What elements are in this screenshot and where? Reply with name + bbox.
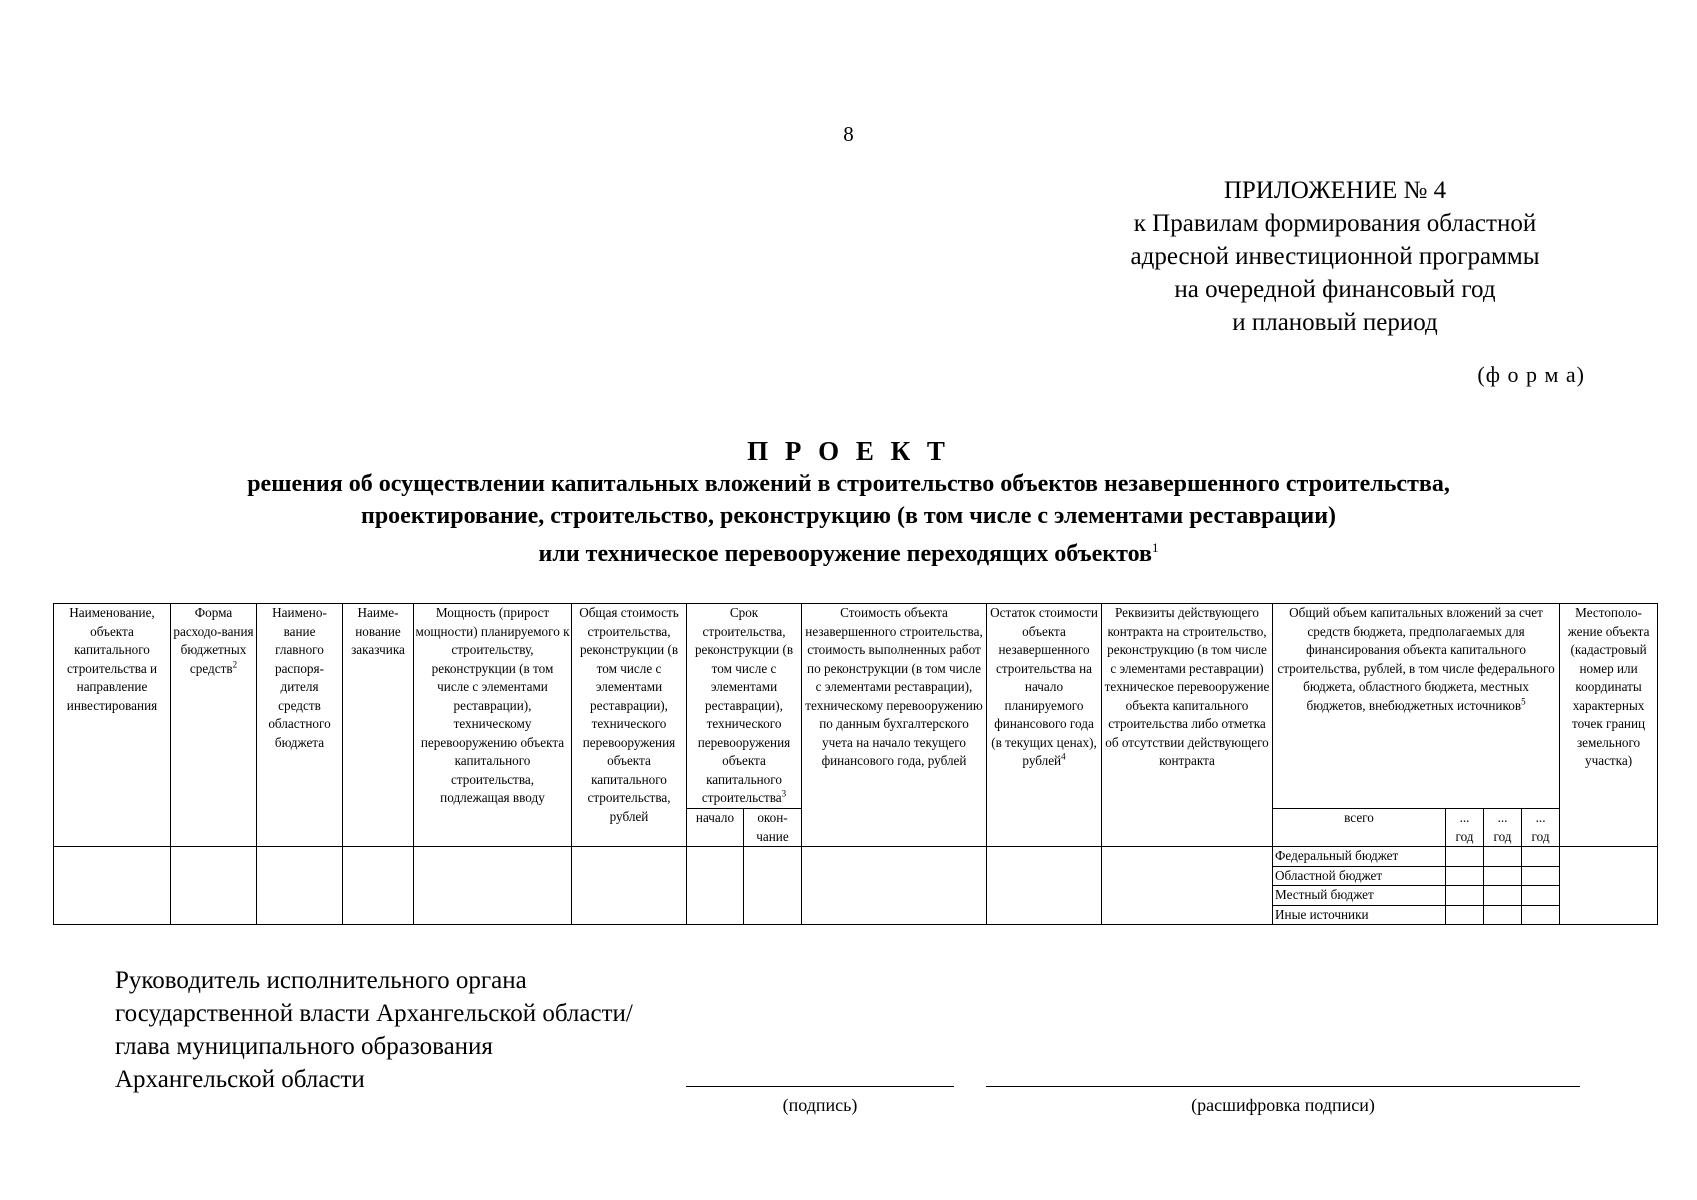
cell-year (1522, 905, 1560, 925)
title-line (40, 532, 1657, 570)
year-label: год (1455, 828, 1474, 844)
cell-year (1484, 847, 1522, 867)
year-label: год (1493, 828, 1512, 844)
appendix-line: ПРИЛОЖЕНИЕ № 4 (1223, 177, 1447, 204)
signatory-line: Руководитель исполнительного органа (115, 967, 527, 994)
appendix-line: и плановый период (1232, 309, 1438, 336)
title-project: П Р О Е К Т (747, 436, 950, 466)
cell-total-cost (572, 847, 687, 925)
appendix-line: к Правилам формирования областной (1133, 210, 1537, 237)
signatory-line: Архангельской области (115, 1066, 365, 1093)
header-form-text: Форма расходо-вания бюджетных средств (173, 605, 254, 676)
footnote-mark: 4 (1061, 751, 1066, 762)
cell-year (1446, 866, 1484, 886)
header-year (1484, 809, 1522, 847)
header-customer: Наиме-нование заказчика (343, 604, 414, 847)
signatory-line: государственной власти Архангельской области/ (115, 1000, 633, 1027)
header-year (1522, 809, 1560, 847)
table-row (54, 847, 1658, 867)
signature-label: (подпись) (782, 1095, 858, 1115)
cell-year (1484, 886, 1522, 906)
header-remaining-text: Остаток стоимости объекта незавершенного строительства на начало планируемого финансового года (в текущих ценах), рублей (990, 605, 1098, 768)
header-unfinished-cost: Стоимость объекта незавершенного строительства, стоимость выполненных работ по реконструкции (в том числе с элементами реставрации), техническому перевооружению по данным бухгалтерского учета на начало текущего финансового года, рублей (802, 604, 987, 847)
footnote-mark: 1 (1151, 540, 1159, 555)
header-volume-total: всего (1273, 809, 1446, 847)
cell-year (1446, 886, 1484, 906)
document-title (40, 434, 1657, 570)
cell-form (171, 847, 257, 925)
signature-decode-label: (расшифровка подписи) (1191, 1095, 1375, 1115)
header-contract: Реквизиты действующего контракта на строительство, реконструкцию (в том числе с элементами реставрации) техническое перевооружение объекта капитального строительства либо отметка об отсутствии действующего контракта (1102, 604, 1273, 847)
header-term (687, 604, 802, 809)
source-label: Федеральный бюджет (1273, 847, 1446, 867)
cell-year (1484, 905, 1522, 925)
source-label: Местный бюджет (1273, 886, 1446, 906)
header-location: Местополо-жение объекта (кадастровый номер или координаты характерных точек границ земельного участка) (1560, 604, 1658, 847)
year-dots: ... (1459, 810, 1470, 825)
header-term-end: окон-чание (744, 809, 802, 847)
project-table (53, 603, 1658, 925)
footnote-mark: 5 (1521, 696, 1526, 707)
cell-year (1446, 847, 1484, 867)
cell-term-start (687, 847, 744, 925)
header-year (1446, 809, 1484, 847)
signature-decode-line[interactable] (986, 1086, 1580, 1087)
header-remaining (987, 604, 1102, 847)
year-label: год (1531, 828, 1550, 844)
header-manager: Наимено-вание главного распоря-дителя средств областного бюджета (257, 604, 343, 847)
title-line-text: или техническое перевооружение переходящих объектов (538, 541, 1152, 567)
year-dots: ... (1535, 810, 1546, 825)
cell-year (1484, 866, 1522, 886)
form-note: (ф о р м а) (1477, 362, 1585, 387)
cell-location (1560, 847, 1658, 925)
header-total-cost: Общая стоимость строительства, реконструкции (в том числе с элементами реставрации), технического перевооружения объекта капитального строительства, рублей (572, 604, 687, 847)
page-number: 8 (843, 122, 854, 146)
cell-year (1446, 905, 1484, 925)
appendix-block (1085, 174, 1585, 339)
source-label: Иные источники (1273, 905, 1446, 925)
cell-year (1522, 847, 1560, 867)
signature-line[interactable] (686, 1086, 954, 1087)
cell-year (1522, 886, 1560, 906)
cell-manager (257, 847, 343, 925)
cell-customer (343, 847, 414, 925)
title-line: решения об осуществлении капитальных вложений в строительство объектов незавершенного строительства, (247, 471, 1450, 497)
title-line: проектирование, строительство, реконструкцию (в том числе с элементами реставрации) (360, 503, 1337, 529)
appendix-line: на очередной финансовый год (1174, 276, 1496, 303)
footnote-mark: 3 (781, 788, 787, 799)
cell-contract (1102, 847, 1273, 925)
header-capacity: Мощность (прирост мощности) планируемого к строительству, реконструкции (в том числе с элементами реставрации), техническому перевооружению объекта капитального строительства, подлежащая вводу (414, 604, 572, 847)
cell-term-end (744, 847, 802, 925)
cell-name (54, 847, 171, 925)
signatory-line: глава муниципального образования (115, 1033, 493, 1060)
year-dots: ... (1497, 810, 1508, 825)
header-term-text: Срок строительства, реконструкции (в том числе с элементами реставрации), технического перевооружения объекта капитального строительства (694, 605, 794, 805)
cell-year (1522, 866, 1560, 886)
cell-remaining (987, 847, 1102, 925)
header-form (171, 604, 257, 847)
footnote-mark: 2 (232, 659, 238, 670)
cell-unfinished-cost (802, 847, 987, 925)
header-volume (1273, 604, 1560, 809)
appendix-line: адресной инвестиционной программы (1130, 243, 1540, 270)
source-label: Областной бюджет (1273, 866, 1446, 886)
signatory-block (115, 964, 633, 1096)
header-volume-text: Общий объем капитальных вложений за счет средств бюджета, предполагаемых для финансирования объекта капитального строительства, рублей, в том числе федерального бюджета, областного бюджета, местных бюджетов, внебюджетных источников (1277, 605, 1555, 713)
header-name: Наименование, объекта капитального строительства и направление инвестирования (54, 604, 171, 847)
cell-capacity (414, 847, 572, 925)
header-term-start: начало (687, 809, 744, 847)
